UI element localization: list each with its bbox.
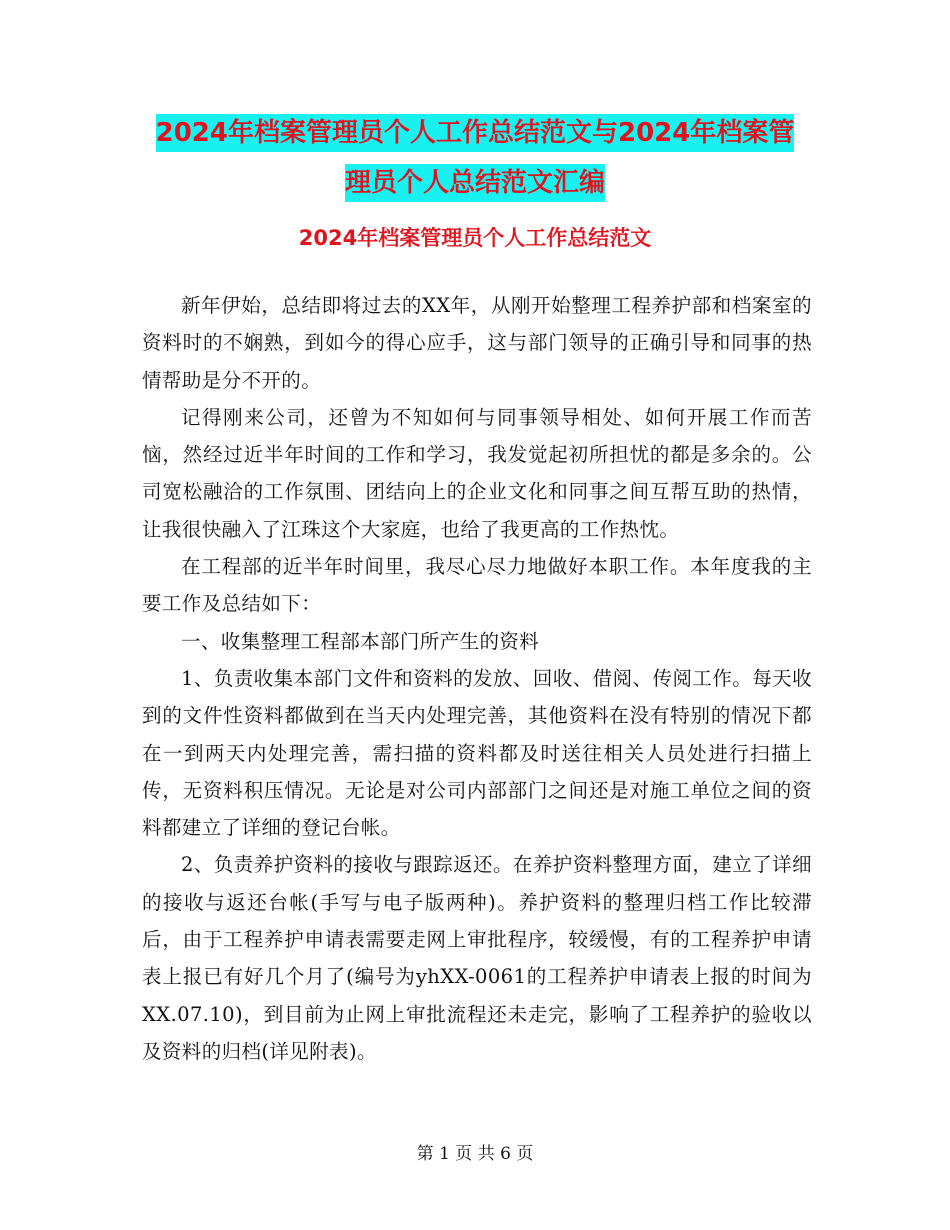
- main-title-line-1: [0, 108, 950, 158]
- body-paragraph: 1、负责收集本部门文件和资料的发放、回收、借阅、传阅工作。每天收到的文件性资料都做到在当天内处理完善，其他资料在没有特别的情况下都在一到两天内处理完善，需扫描的资料都及时送往相关人员处进行扫描上传，无资料积压情况。无论是对公司内部部门之间还是对施工单位之间的资料都建立了详细的登记台帐。: [142, 666, 812, 840]
- document-body: [142, 287, 812, 1070]
- main-title-line-1-text: 2024年档案管理员个人工作总结范文与2024年档案管: [156, 114, 795, 152]
- body-paragraph: 在工程部的近半年时间里，我尽心尽力地做好本职工作。本年度我的主要工作及总结如下：: [142, 555, 812, 616]
- document-section-title: 2024年档案管理员个人工作总结范文: [298, 226, 652, 250]
- page-footer: [0, 1142, 950, 1166]
- body-paragraph: 记得刚来公司，还曾为不知如何与同事领导相处、如何开展工作而苦恼，然经过近半年时间的工作和学习，我发觉起初所担忧的都是多余的。公司宽松融洽的工作氛围、团结向上的企业文化和同事之间互帮互助的热情，让我很快融入了江珠这个大家庭，也给了我更高的工作热忱。: [142, 405, 812, 541]
- main-title-line-2-text: 理员个人总结范文汇编: [345, 164, 605, 202]
- body-paragraph: 新年伊始，总结即将过去的XX年，从刚开始整理工程养护部和档案室的资料时的不娴熟，到如今的得心应手，这与部门领导的正确引导和同事的热情帮助是分不开的。: [142, 294, 812, 392]
- body-paragraph: 2、负责养护资料的接收与跟踪返还。在养护资料整理方面，建立了详细的接收与返还台帐(手写与电子版两种)。养护资料的整理归档工作比较滞后，由于工程养护申请表需要走网上审批程序，较缓慢，有的工程养护申请表上报已有好几个月了(编号为yhXX-0061的工程养护申请表上报的时间为XX.07.10)，到目前为止网上审批流程还未走完，影响了工程养护的验收以及资料的归档(详见附表)。: [142, 853, 812, 1063]
- document-main-title: [0, 108, 950, 208]
- main-title-line-2: [0, 158, 950, 208]
- page-number-text: 第 1 页 共 6 页: [416, 1144, 534, 1164]
- body-paragraph-heading: 一、收集整理工程部本部门所产生的资料: [181, 629, 540, 653]
